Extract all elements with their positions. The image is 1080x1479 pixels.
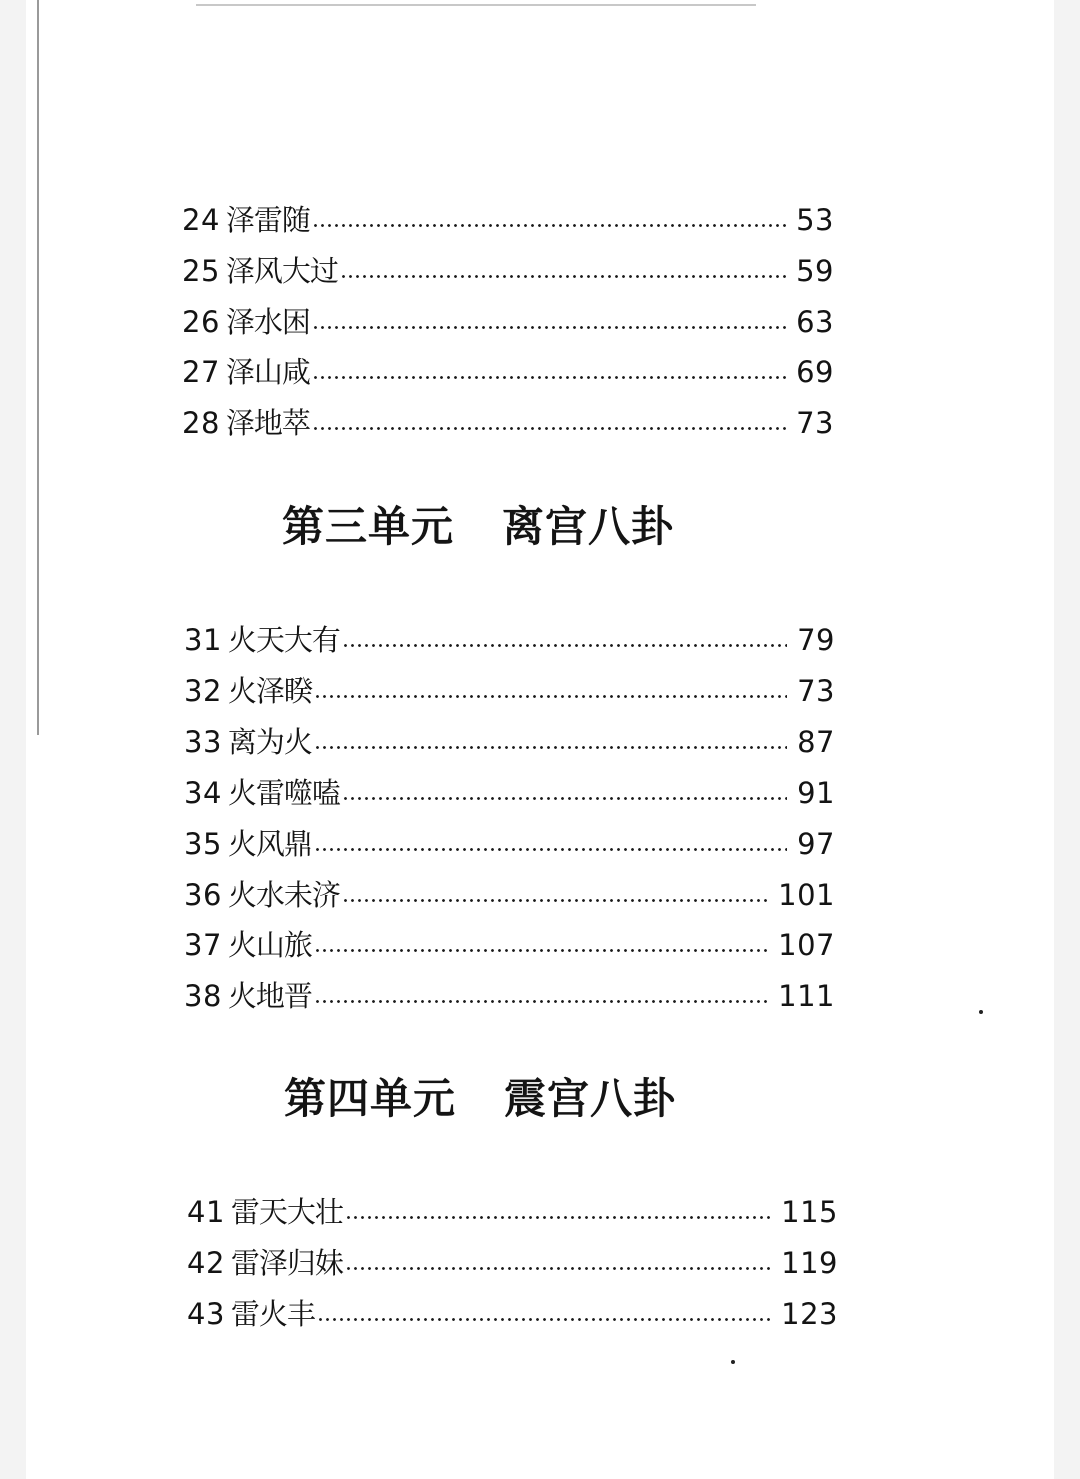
dot-leader	[314, 949, 768, 952]
entry-number: 35	[184, 827, 222, 861]
toc-entry[interactable]	[182, 302, 834, 342]
entry-page-number: 79	[797, 623, 835, 657]
entry-page-number: 115	[781, 1195, 838, 1229]
entry-title: 泽水困	[225, 305, 310, 339]
entry-title: 火山旅	[227, 928, 312, 962]
entry-number: 27	[182, 355, 220, 389]
dot-leader	[312, 376, 786, 379]
toc-entry[interactable]	[184, 976, 835, 1016]
entry-title: 火泽睽	[227, 674, 312, 708]
section-unit: 第四单元	[284, 1074, 457, 1123]
dot-leader	[317, 1318, 771, 1321]
entry-number: 28	[182, 406, 220, 440]
section-title: 震宫八卦	[504, 1074, 677, 1123]
entry-number: 33	[184, 725, 222, 759]
toc-entry[interactable]	[184, 824, 835, 864]
entry-number: 42	[187, 1246, 225, 1280]
entry-page-number: 111	[778, 979, 835, 1013]
dot-leader	[345, 1216, 771, 1219]
toc-entry[interactable]	[187, 1192, 838, 1232]
entry-title: 火地晋	[227, 979, 312, 1013]
toc-entry[interactable]	[182, 403, 834, 443]
entry-title: 火水未济	[227, 878, 340, 912]
dot-leader	[314, 695, 787, 698]
entry-title: 泽雷随	[225, 203, 310, 237]
entry-page-number: 69	[796, 355, 834, 389]
section-title: 离宫八卦	[502, 502, 675, 551]
toc-entry[interactable]	[182, 251, 834, 291]
entry-number: 41	[187, 1195, 225, 1229]
dot-leader	[312, 427, 786, 430]
toc-entry[interactable]	[187, 1294, 838, 1334]
toc-entry[interactable]	[184, 620, 835, 660]
entry-title: 雷火丰	[230, 1297, 315, 1331]
entry-number: 38	[184, 979, 222, 1013]
scan-speck	[979, 1010, 983, 1014]
toc-entry[interactable]	[182, 200, 834, 240]
dot-leader	[342, 644, 787, 647]
entry-page-number: 97	[797, 827, 835, 861]
entry-title: 雷天大壮	[230, 1195, 343, 1229]
entry-title: 泽山咸	[225, 355, 310, 389]
entry-title: 雷泽归妹	[230, 1246, 343, 1280]
entry-number: 34	[184, 776, 222, 810]
section-unit: 第三单元	[282, 502, 455, 551]
scan-speck	[731, 1360, 735, 1364]
toc-entry[interactable]	[184, 722, 835, 762]
entry-page-number: 107	[778, 928, 835, 962]
entry-page-number: 101	[778, 878, 835, 912]
entry-number: 26	[182, 305, 220, 339]
toc-entry[interactable]	[187, 1243, 838, 1283]
entry-page-number: 73	[797, 674, 835, 708]
toc-entry[interactable]	[184, 773, 835, 813]
dot-leader	[342, 797, 787, 800]
dot-leader	[312, 326, 786, 329]
entry-page-number: 87	[797, 725, 835, 759]
entry-title: 泽风大过	[225, 254, 338, 288]
entry-page-number: 119	[781, 1246, 838, 1280]
dot-leader	[314, 746, 787, 749]
entry-title: 火风鼎	[227, 827, 312, 861]
dot-leader	[340, 275, 786, 278]
toc-entry[interactable]	[184, 671, 835, 711]
entry-title: 火天大有	[227, 623, 340, 657]
entry-title: 离为火	[227, 725, 312, 759]
scan-edge-top	[196, 4, 756, 6]
entry-number: 43	[187, 1297, 225, 1331]
entry-title: 火雷噬嗑	[227, 776, 340, 810]
dot-leader	[314, 848, 787, 851]
dot-leader	[314, 1000, 768, 1003]
scan-edge-left	[37, 0, 39, 735]
entry-page-number: 59	[796, 254, 834, 288]
dot-leader	[345, 1267, 771, 1270]
entry-number: 37	[184, 928, 222, 962]
entry-page-number: 63	[796, 305, 834, 339]
entry-page-number: 53	[796, 203, 834, 237]
dot-leader	[342, 899, 768, 902]
entry-page-number: 91	[797, 776, 835, 810]
entry-title: 泽地萃	[225, 406, 310, 440]
entry-number: 31	[184, 623, 222, 657]
toc-entry[interactable]	[184, 875, 835, 915]
entry-number: 32	[184, 674, 222, 708]
section-heading	[282, 502, 674, 552]
dot-leader	[312, 224, 786, 227]
entry-number: 25	[182, 254, 220, 288]
entry-page-number: 73	[796, 406, 834, 440]
entry-page-number: 123	[781, 1297, 838, 1331]
toc-entry[interactable]	[182, 352, 834, 392]
entry-number: 36	[184, 878, 222, 912]
section-heading	[284, 1074, 676, 1124]
toc-entry[interactable]	[184, 925, 835, 965]
entry-number: 24	[182, 203, 220, 237]
